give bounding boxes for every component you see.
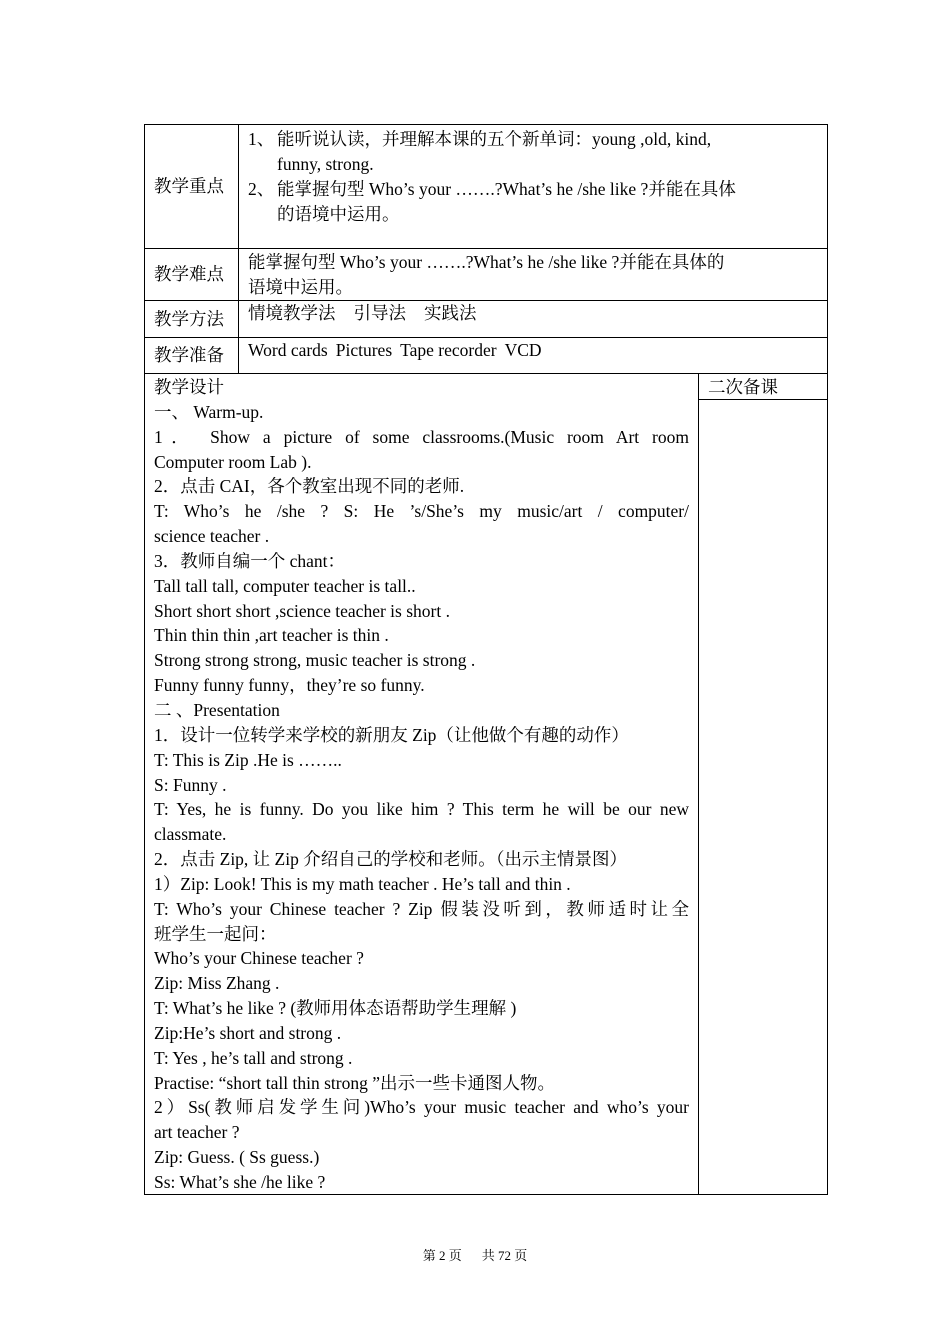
design-line: Practise: “short tall thin strong ”出示一些卡通图人物。 [154, 1072, 555, 1093]
page-number: 第 2 页 [422, 1248, 462, 1263]
design-line: 2）Ss(教师启发学生问)Who’s your music teacher and who’s your [154, 1097, 689, 1118]
design-line: 二 、Presentation [154, 699, 280, 720]
design-line: 1． Show a picture of some classrooms.(Music room Art room [154, 426, 689, 447]
method-item: 情境教学法 [248, 303, 336, 323]
design-line: Computer room Lab ). [154, 451, 312, 472]
focus-item-number: 1、 [248, 129, 275, 149]
difficulty-label: 教学难点 [145, 249, 239, 301]
design-line: Thin thin thin ,art teacher is thin . [154, 625, 389, 646]
design-line: Who’s your Chinese teacher ? [154, 948, 364, 969]
focus-item [248, 127, 738, 177]
difficulty-row [145, 249, 828, 301]
preparation-item: Word cards [248, 340, 328, 360]
design-line: Short short short ,science teacher is short . [154, 600, 450, 621]
design-line: T: Who’s he /she ? S: He ’s/She’s my music/art / computer/ [154, 501, 689, 522]
design-line: 班学生一起问： [154, 923, 277, 944]
lesson-info-table [144, 124, 828, 374]
design-line: science teacher . [154, 526, 270, 547]
design-line: 1．设计一位转学来学校的新朋友 Zip（让他做个有趣的动作） [154, 724, 629, 745]
design-line: classmate. [154, 824, 227, 845]
design-line: 1）Zip: Look! This is my math teacher . He’s tall and thin . [154, 873, 571, 894]
focus-label: 教学重点 [145, 125, 239, 249]
design-line: Strong strong strong, music teacher is strong . [154, 650, 476, 671]
design-line: 2．点击 Zip, 让 Zip 介绍自己的学校和老师。（出示主情景图） [154, 849, 627, 870]
teaching-design-body [154, 375, 689, 1195]
preparation-content [239, 338, 828, 374]
design-line: S: Funny . [154, 774, 227, 795]
design-line: art teacher ? [154, 1122, 240, 1143]
page-total: 共 72 页 [481, 1248, 528, 1263]
design-line: T: Who’s your Chinese teacher ? Zip 假装没听到，教师适时让全 [154, 898, 689, 919]
design-line: Zip: Guess. ( Ss guess.) [154, 1147, 320, 1168]
teaching-design-section [144, 373, 828, 1195]
focus-list [248, 125, 738, 227]
focus-row [145, 125, 828, 249]
design-line: T: This is Zip .He is …….. [154, 749, 342, 770]
design-line: T: What’s he like ? (教师用体态语帮助学生理解 ) [154, 998, 517, 1019]
difficulty-content [239, 249, 828, 301]
design-line: Ss: What’s she /he like ? [154, 1172, 326, 1192]
method-item: 实践法 [424, 303, 477, 323]
preparation-label: 教学准备 [145, 338, 239, 374]
preparation-item: Tape recorder [400, 340, 497, 360]
method-label: 教学方法 [145, 301, 239, 338]
design-line: T: Yes, he is funny. Do you like him ? This term he will be our new [154, 799, 689, 820]
method-row [145, 301, 828, 338]
second-prep-header: 二次备课 [699, 374, 827, 400]
preparation-item: VCD [504, 340, 542, 360]
design-line: 3．教师自编一个 chant： [154, 550, 346, 571]
difficulty-text: 能掌握句型 Who’s your …….?What’s he /she like ?并能在具体的语境中运用。 [248, 252, 725, 297]
design-line: 2．点击 CAI，各个教室出现不同的老师. [154, 476, 465, 497]
design-line: 一、 Warm-up. [154, 401, 264, 422]
focus-item-text: 能掌握句型 Who’s your …….?What’s he /she like ?并能在具体的语境中运用。 [277, 179, 736, 224]
design-line: Funny funny funny，they’re so funny. [154, 675, 425, 696]
focus-content [239, 125, 828, 249]
method-item: 引导法 [353, 303, 406, 323]
page-footer [0, 1247, 950, 1265]
preparation-row [145, 338, 828, 374]
focus-item-text: 能听说认读，并理解本课的五个新单词：young ,old, kind, funny, strong. [277, 129, 712, 174]
column-divider [698, 374, 699, 1194]
design-line: Tall tall tall, computer teacher is tall.. [154, 575, 416, 596]
design-line: Zip: Miss Zhang . [154, 973, 280, 994]
focus-item [248, 177, 738, 227]
preparation-item: Pictures [335, 340, 393, 360]
design-line: Zip:He’s short and strong . [154, 1022, 342, 1043]
method-content [239, 301, 828, 338]
design-line: T: Yes , he’s tall and strong . [154, 1047, 353, 1068]
design-line: 教学设计 [154, 377, 224, 397]
focus-item-number: 2、 [248, 179, 275, 199]
